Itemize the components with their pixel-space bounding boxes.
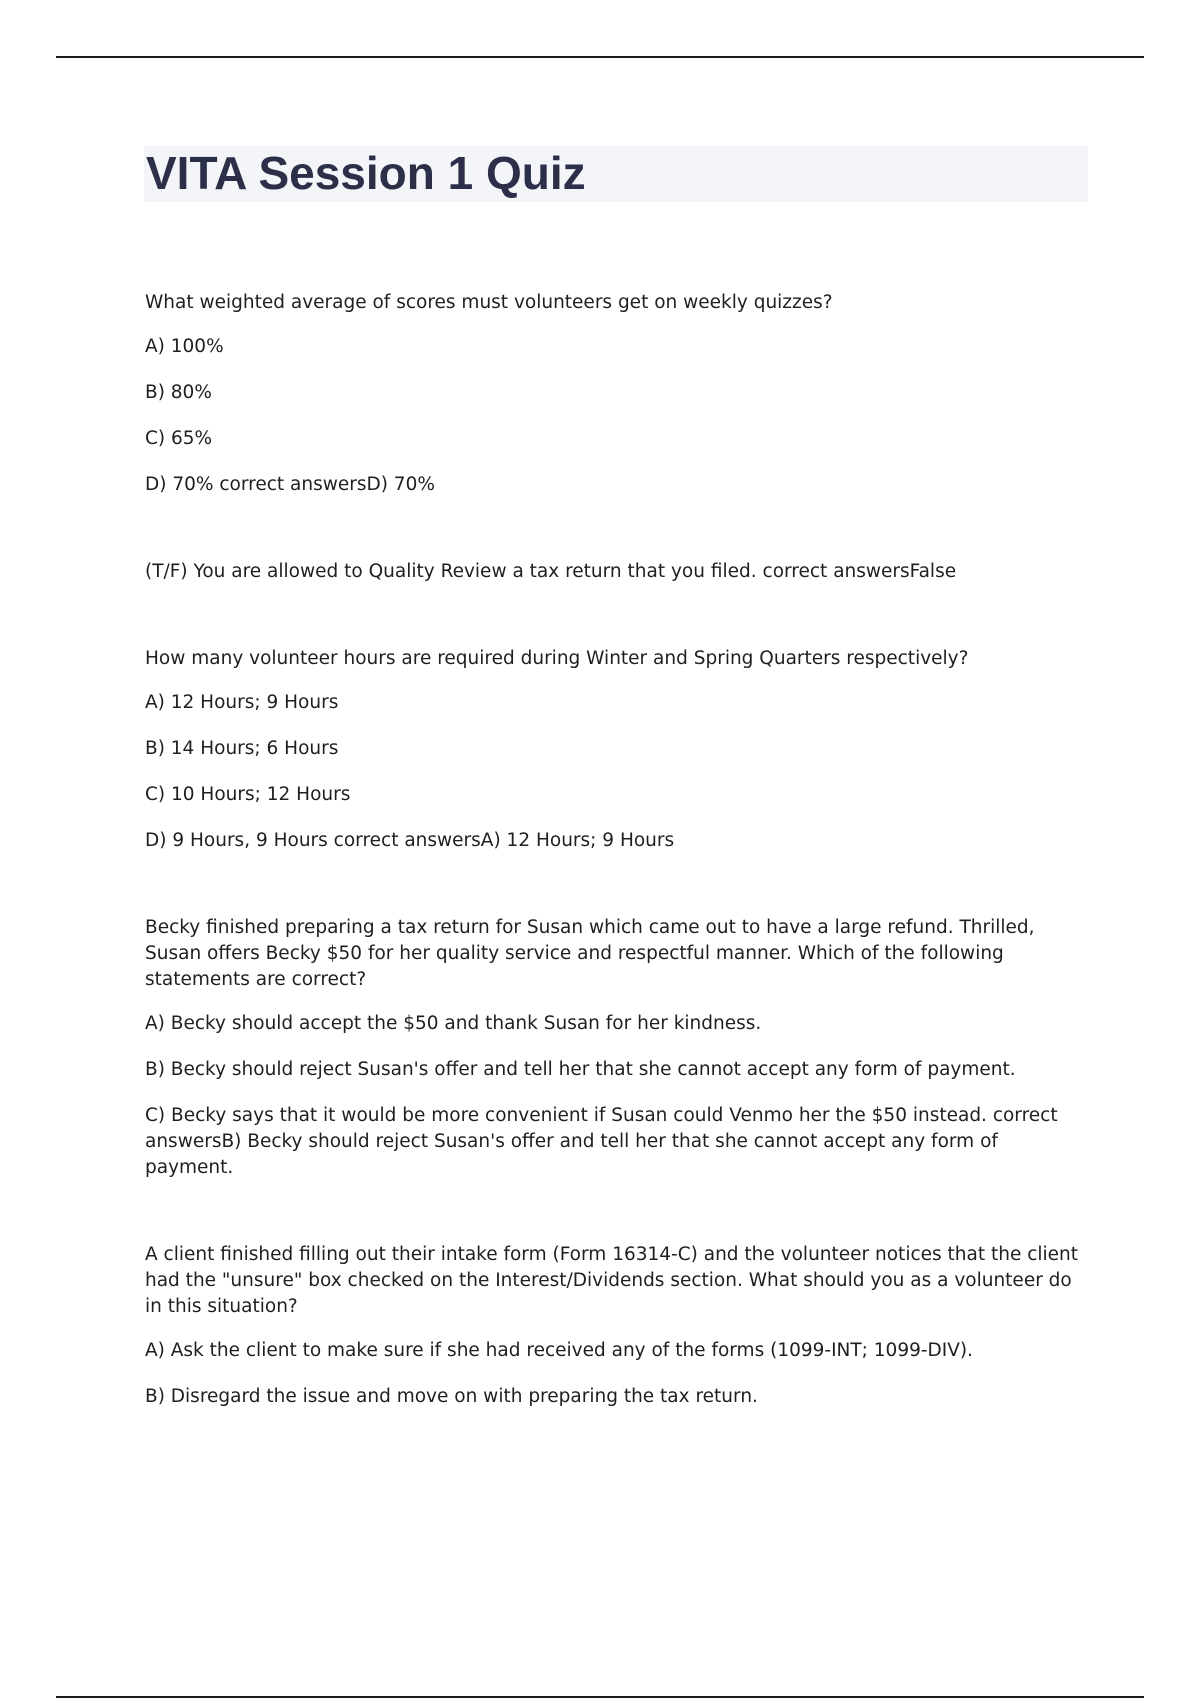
answer-option: D) 9 Hours, 9 Hours correct answersA) 12 Hours; 9 Hours — [145, 830, 675, 851]
question-block — [145, 915, 1090, 1181]
answer-option: B) 80% — [145, 382, 212, 403]
answer-option: A) Becky should accept the $50 and thank Susan for her kindness. — [145, 1013, 762, 1034]
question-stem: How many volunteer hours are required during Winter and Spring Quarters respectively? — [145, 648, 969, 669]
top-rule — [56, 56, 1144, 58]
answer-option: B) Disregard the issue and move on with preparing the tax return. — [145, 1386, 758, 1407]
question-block — [145, 1242, 1090, 1410]
question-stem: A client finished filling out their intake form (Form 16314-C) and the volunteer notices that the client had the "unsure" box checked on the Interest/Dividends section. What should you as a volunteer do in this situation? — [145, 1244, 1079, 1317]
answer-option: C) 65% — [145, 428, 213, 449]
answer-option: B) Becky should reject Susan's offer and tell her that she cannot accept any form of payment. — [145, 1059, 1016, 1080]
bottom-rule — [56, 1696, 1144, 1698]
answer-option: A) 100% — [145, 336, 224, 357]
question-stem: (T/F) You are allowed to Quality Review a tax return that you filed. correct answersFalse — [145, 561, 957, 582]
answer-option: B) 14 Hours; 6 Hours — [145, 738, 339, 759]
question-block — [145, 290, 1090, 498]
question-stem: What weighted average of scores must volunteers get on weekly quizzes? — [145, 292, 833, 313]
question-block — [145, 559, 1090, 585]
answer-option: A) Ask the client to make sure if she had received any of the forms (1099-INT; 1099-DIV). — [145, 1340, 973, 1361]
answer-option: C) Becky says that it would be more convenient if Susan could Venmo her the $50 instead. correct answersB) Becky should reject Susan's offer and tell her that she cannot accept any form of payment. — [145, 1105, 1058, 1178]
page-title: VITA Session 1 Quiz — [146, 147, 586, 199]
question-stem: Becky finished preparing a tax return for Susan which came out to have a large refund. Thrilled, Susan offers Becky $50 for her quality service and respectful manner. Which of the following statements are correct? — [145, 917, 1035, 990]
answer-option: A) 12 Hours; 9 Hours — [145, 692, 339, 713]
question-block — [145, 646, 1090, 854]
quiz-content — [145, 290, 1090, 1471]
answer-option: C) 10 Hours; 12 Hours — [145, 784, 351, 805]
answer-option: D) 70% correct answersD) 70% — [145, 474, 435, 495]
